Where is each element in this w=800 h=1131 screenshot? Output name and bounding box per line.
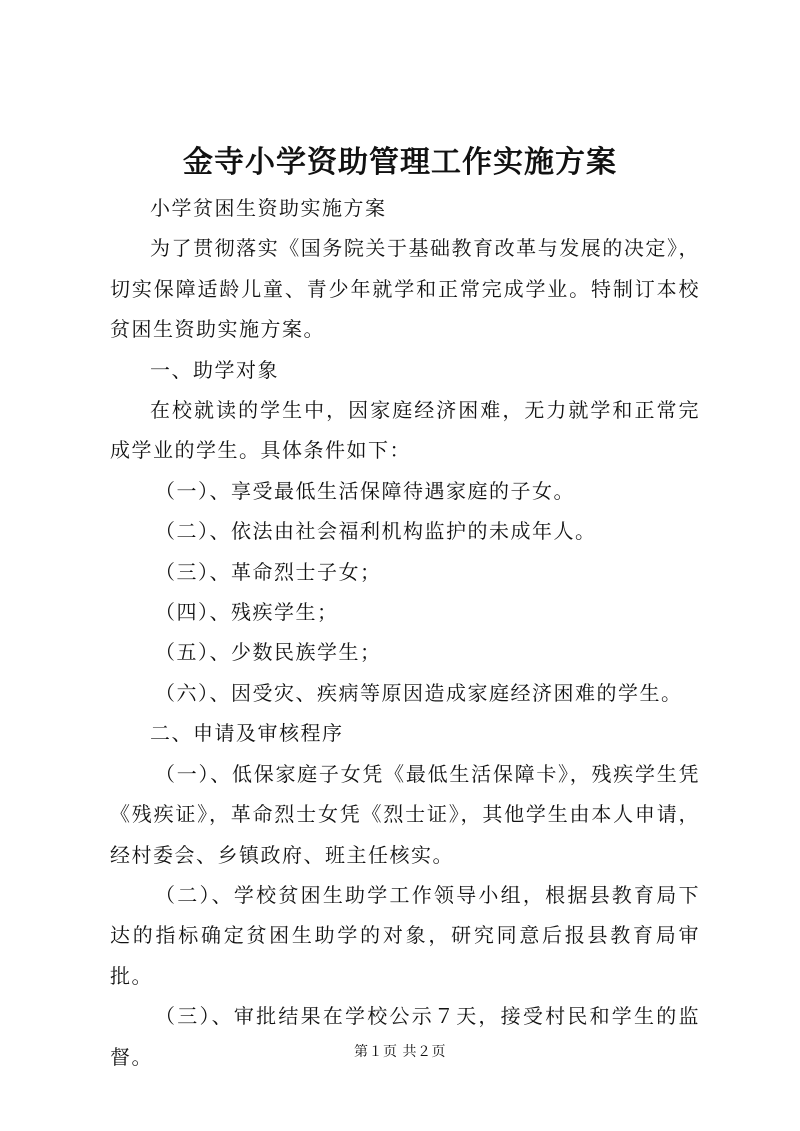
document-title: 金寺小学资助管理工作实施方案: [183, 145, 617, 180]
document-body: [110, 188, 700, 1077]
page-footer: 第１页 共２页: [354, 1044, 446, 1060]
recipient-item-3: （三）、革命烈士子女；: [155, 559, 382, 584]
recipient-item-4: （四）、残疾学生；: [155, 600, 339, 625]
recipient-item-5: （五）、少数民族学生；: [155, 640, 382, 665]
section-heading-recipients: 一、助学对象: [150, 357, 279, 382]
procedure-item-1: （一）、低保家庭子女凭《最低生活保障卡》，残疾学生凭《残疾证》，革命烈士女凭《烈士证》，其他学生由本人申请，经村委会、乡镇政府、班主任核实。: [110, 761, 700, 867]
procedure-item-2: （二）、学校贫困生助学工作领导小组，根据县教育局下达的指标确定贫困生助学的对象，研究同意后报县教育局审批。: [110, 882, 700, 988]
recipient-item-1: （一）、享受最低生活保障待遇家庭的子女。: [155, 478, 575, 503]
procedure-item-3: （三）、审批结果在学校公示７天，接受村民和学生的监督。: [110, 1004, 700, 1069]
recipient-item-6: （六）、因受灾、疾病等原因造成家庭经济困难的学生。: [155, 680, 683, 705]
recipients-paragraph: 在校就读的学生中，因家庭经济困难，无力就学和正常完成学业的学生。具体条件如下：: [110, 398, 700, 463]
recipient-item-2: （二）、依法由社会福利机构监护的未成年人。: [155, 519, 597, 544]
intro-paragraph: 为了贯彻落实《国务院关于基础教育改革与发展的决定》，切实保障适龄儿童、青少年就学和正常完成学业。特制订本校贫困生资助实施方案。: [110, 236, 700, 342]
section-heading-procedure: 二、申请及审核程序: [150, 721, 344, 746]
subtitle-paragraph: 小学贫困生资助实施方案: [150, 196, 387, 220]
